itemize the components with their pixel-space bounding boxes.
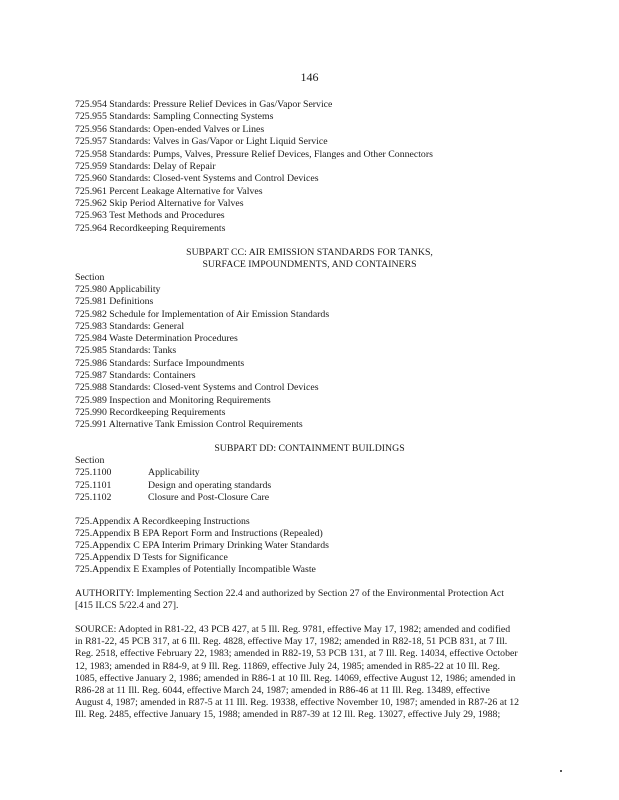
section-entry: 725.988 Standards: Closed-vent Systems and Control Devices [75,382,319,393]
section-entry: 725.987 Standards: Containers [75,370,196,381]
section-entry: 725.955 Standards: Sampling Connecting Systems [75,111,274,122]
section-entry: 725.986 Standards: Surface Impoundments [75,358,245,369]
section-entry: 725.961 Percent Leakage Alternative for Valves [75,186,263,197]
section-entry: 725.983 Standards: General [75,321,185,332]
authority-line: [415 ILCS 5/22.4 and 27]. [75,600,179,612]
section-title: Applicability [148,467,200,478]
source-line: August 4, 1987; amended in R87-5 at 11 Ill. Reg. 19338, effective November 10, 1987; amended in R87-26 at 12 [75,697,520,709]
section-entry: 725.959 Standards: Delay of Repair [75,161,216,172]
section-title: Design and operating standards [148,480,272,491]
section-title: Closure and Post-Closure Care [148,492,270,503]
section-entry: 725.990 Recordkeeping Requirements [75,407,226,418]
source-line: Reg. 2518, effective February 22, 1983; amended in R82-19, 53 PCB 131, at 7 Ill. Reg. 14034, effective October [75,648,518,660]
section-entry: 725.991 Alternative Tank Emission Control Requirements [75,419,303,430]
section-number: 725.1100 [75,467,112,478]
section-entry: 725.957 Standards: Valves in Gas/Vapor or Light Liquid Service [75,136,328,147]
subpart-cc-heading: SUBPART CC: AIR EMISSION STANDARDS FOR TANKS, [186,247,433,258]
appendix-entry: 725.Appendix A Recordkeeping Instructions [75,516,250,527]
source-line: R86-28 at 11 Ill. Reg. 6044, effective March 24, 1987; amended in R86-46 at 11 Ill. Reg. 13489, effective [75,685,490,697]
section-entry: 725.964 Recordkeeping Requirements [75,223,226,234]
scan-speck [560,770,562,772]
source-line: 1085, effective January 2, 1986; amended in R86-1 at 10 Ill. Reg. 14069, effective August 12, 1986; amended in [75,672,516,684]
section-label: Section [75,455,105,466]
section-label: Section [75,272,105,283]
appendix-entry: 725.Appendix B EPA Report Form and Instructions (Repealed) [75,528,323,539]
section-entry: 725.985 Standards: Tanks [75,345,177,356]
appendix-entry: 725.Appendix D Tests for Significance [75,552,228,563]
section-entry: 725.982 Schedule for Implementation of Air Emission Standards [75,309,330,320]
subpart-cc-heading-continued: SURFACE IMPOUNDMENTS, AND CONTAINERS [202,259,417,270]
section-number: 725.1101 [75,480,112,491]
section-number: 725.1102 [75,492,112,503]
section-entry: 725.956 Standards: Open-ended Valves or Lines [75,124,265,135]
section-entry: 725.984 Waste Determination Procedures [75,333,238,344]
section-entry: 725.963 Test Methods and Procedures [75,210,225,221]
source-line: 12, 1983; amended in R84-9, at 9 Ill. Reg. 11869, effective July 24, 1985; amended in R85-22 at 10 Ill. Reg. [75,660,501,672]
section-entry: 725.980 Applicability [75,284,161,295]
page-number: 146 [300,70,319,84]
source-line: in R81-22, 45 PCB 317, at 6 Ill. Reg. 4828, effective May 17, 1982; amended in R82-18, 51 PCB 831, at 7 Ill. [75,636,508,648]
authority-line: AUTHORITY: Implementing Section 22.4 and authorized by Section 27 of the Environmental Protection Act [75,588,504,599]
appendix-entry: 725.Appendix E Examples of Potentially Incompatible Waste [75,564,316,575]
section-entry: 725.958 Standards: Pumps, Valves, Pressure Relief Devices, Flanges and Other Connectors [75,149,433,160]
section-entry: 725.954 Standards: Pressure Relief Devices in Gas/Vapor Service [75,99,333,110]
source-line: SOURCE: Adopted in R81-22, 43 PCB 427, at 5 Ill. Reg. 9781, effective May 17, 1982; amended and codified [75,624,511,635]
section-entry: 725.989 Inspection and Monitoring Requirements [75,395,271,406]
section-entry: 725.960 Standards: Closed-vent Systems and Control Devices [75,173,319,184]
authority-paragraph [75,588,551,612]
source-paragraph [75,624,551,722]
subpart-dd-heading: SUBPART DD: CONTAINMENT BUILDINGS [214,443,405,454]
section-entry: 725.981 Definitions [75,296,154,307]
section-entry: 725.962 Skip Period Alternative for Valves [75,198,244,209]
appendix-entry: 725.Appendix C EPA Interim Primary Drinking Water Standards [75,540,329,551]
source-line: Ill. Reg. 2485, effective January 15, 1988; amended in R87-39 at 12 Ill. Reg. 13027, effective July 29, 1988; [75,709,501,721]
